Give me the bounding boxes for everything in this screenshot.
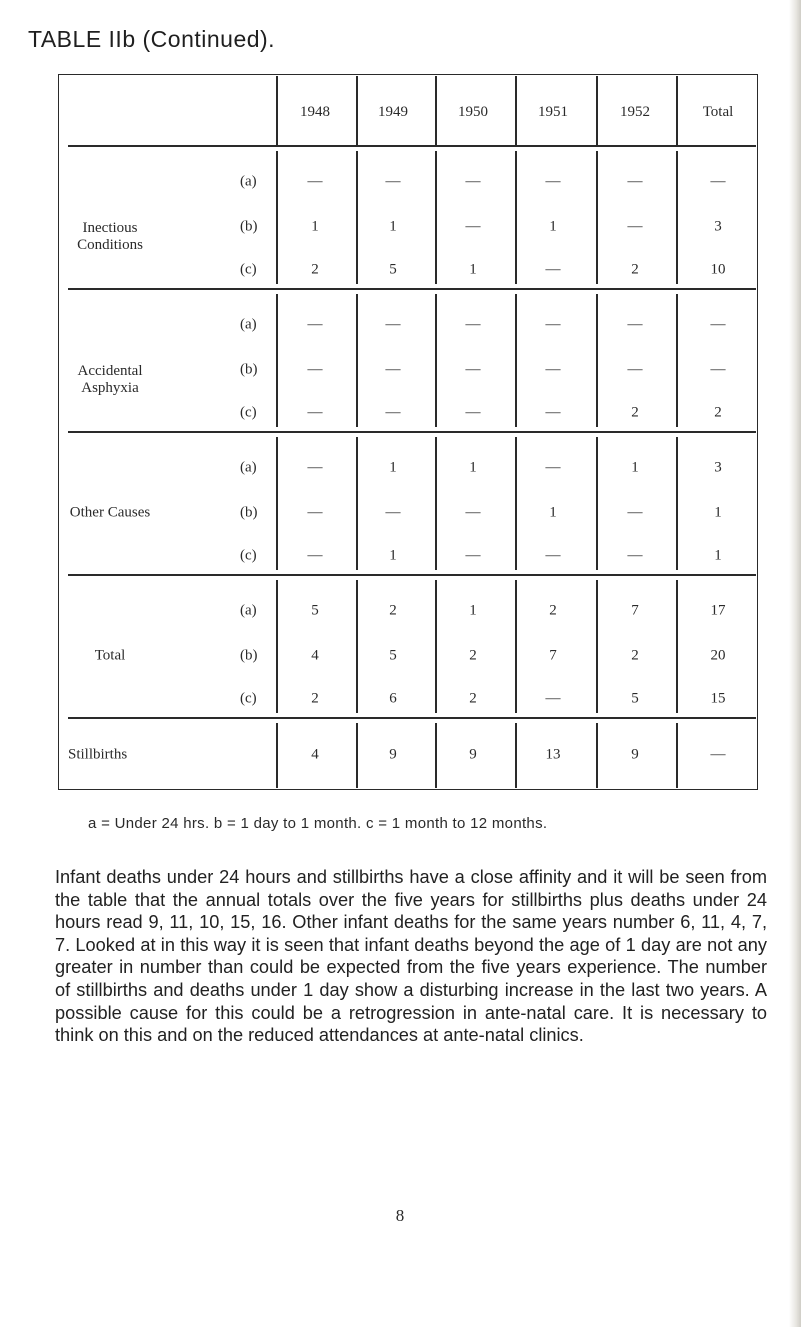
column-separator xyxy=(435,76,437,145)
table-cell: 1 xyxy=(631,459,639,476)
table-cell: 3 xyxy=(714,459,722,476)
table-cell: 1 xyxy=(389,547,397,564)
column-separator xyxy=(676,723,678,788)
table-cell: — xyxy=(545,690,561,707)
column-separator xyxy=(276,437,278,570)
table-cell: 1 xyxy=(469,459,477,476)
row-group-label-line: Total xyxy=(94,647,126,664)
column-header: 1950 xyxy=(458,104,488,120)
row-sublabel: (b) xyxy=(240,504,258,521)
table-cell: 2 xyxy=(714,404,722,421)
table-cell: 7 xyxy=(631,602,639,619)
column-header: 1952 xyxy=(620,104,650,120)
table-rule xyxy=(68,288,756,290)
column-separator xyxy=(515,580,517,713)
table-cell: — xyxy=(545,361,561,378)
column-separator xyxy=(596,151,598,284)
table-cell: — xyxy=(465,316,481,333)
row-sublabel: (b) xyxy=(240,647,258,664)
column-separator xyxy=(356,580,358,713)
table-cell: — xyxy=(710,361,726,378)
table-cell: 2 xyxy=(469,690,477,707)
row-sublabel: (c) xyxy=(240,404,257,421)
table-cell: 2 xyxy=(389,602,397,619)
table-cell: — xyxy=(545,316,561,333)
column-separator xyxy=(356,76,358,145)
table-cell: — xyxy=(307,361,323,378)
table-cell: — xyxy=(307,316,323,333)
row-sublabel: (a) xyxy=(240,602,257,619)
table-cell: — xyxy=(307,504,323,521)
table-cell: 2 xyxy=(469,647,477,664)
page-number: 8 xyxy=(395,1206,405,1225)
table-cell: 2 xyxy=(549,602,557,619)
table-cell: 1 xyxy=(469,602,477,619)
table-rule xyxy=(68,717,756,719)
row-sublabel: (c) xyxy=(240,547,257,564)
table-cell: 9 xyxy=(389,746,397,763)
column-separator xyxy=(435,580,437,713)
table-footnote: a = Under 24 hrs. b = 1 day to 1 month. c = 1 month to 12 months. xyxy=(88,815,548,832)
table-cell: 1 xyxy=(389,218,397,235)
table-cell: 4 xyxy=(311,746,319,763)
column-separator xyxy=(596,723,598,788)
row-group-label xyxy=(70,505,150,522)
row-group-label-line: Conditions xyxy=(77,237,143,253)
column-separator xyxy=(435,294,437,427)
table-cell: — xyxy=(545,261,561,278)
column-separator xyxy=(435,437,437,570)
table-cell: — xyxy=(627,547,643,564)
row-sublabel: (a) xyxy=(240,316,257,333)
table-cell: — xyxy=(307,547,323,564)
table-cell: — xyxy=(307,404,323,421)
table-cell: — xyxy=(465,173,481,190)
table-cell: — xyxy=(385,504,401,521)
table-cell: — xyxy=(465,547,481,564)
table-title: TABLE IIb (Continued). xyxy=(28,26,276,52)
column-separator xyxy=(676,151,678,284)
column-separator xyxy=(596,76,598,145)
table-cell: 9 xyxy=(469,746,477,763)
row-sublabel: (c) xyxy=(240,690,257,707)
column-separator xyxy=(676,580,678,713)
table-cell: — xyxy=(545,547,561,564)
column-separator xyxy=(356,151,358,284)
table-cell: — xyxy=(307,173,323,190)
column-separator xyxy=(276,294,278,427)
row-group-label-line: Inectious xyxy=(82,220,138,236)
table-cell: 5 xyxy=(311,602,319,619)
column-separator xyxy=(596,580,598,713)
column-separator xyxy=(276,723,278,788)
table-cell: 17 xyxy=(710,602,726,619)
table-cell: 1 xyxy=(714,547,722,564)
table-cell: 10 xyxy=(710,261,726,278)
column-separator xyxy=(676,76,678,145)
table-cell: 4 xyxy=(311,647,319,664)
table-cell: — xyxy=(710,316,726,333)
table-cell: 15 xyxy=(710,690,726,707)
table-cell: — xyxy=(465,504,481,521)
table-cell: 1 xyxy=(549,504,557,521)
table-cell: 2 xyxy=(631,404,639,421)
column-header: 1949 xyxy=(378,104,408,120)
table-rule xyxy=(68,431,756,433)
table-cell: 1 xyxy=(311,218,319,235)
table-cell: 20 xyxy=(710,647,726,664)
table-cell: — xyxy=(710,746,726,763)
table-cell: — xyxy=(465,404,481,421)
column-separator xyxy=(356,723,358,788)
table-rule xyxy=(68,145,756,147)
table-cell: 1 xyxy=(469,261,477,278)
body-paragraph: Infant deaths under 24 hours and stillbirths have a close affinity and it will be seen from the table that the annual totals over the five years for stillbirths plus deaths under 24 hours read 9, 11, 10, 15, 16. Other infant deaths for the same years number 6, 11, 4, 7, 7. Looked at in this way it is seen that infant deaths beyond the age of 1 day are not any greater in number than could be expected from the five years experience. The number of stillbirths and deaths under 1 day show a disturbing increase in the last two years. A possible cause for this could be a retrogression in ante-natal care. It is necessary to think on this and on the reduced attendances at ante-natal clinics. xyxy=(55,867,767,1046)
row-group-label-line: Asphyxia xyxy=(81,380,139,396)
row-group-label xyxy=(78,363,143,397)
column-separator xyxy=(515,294,517,427)
column-separator xyxy=(435,151,437,284)
column-header: 1951 xyxy=(538,104,568,120)
row-group-label xyxy=(95,648,126,665)
table-rule xyxy=(68,574,756,576)
table-cell: 2 xyxy=(631,647,639,664)
stillbirths-label: Stillbirths xyxy=(68,746,128,763)
page-edge-shadow xyxy=(789,0,801,1327)
table-cell: 7 xyxy=(549,647,557,664)
column-separator xyxy=(596,294,598,427)
table-cell: — xyxy=(545,173,561,190)
table-cell: 3 xyxy=(714,218,722,235)
table-cell: 2 xyxy=(311,261,319,278)
table-cell: — xyxy=(465,218,481,235)
column-separator xyxy=(276,580,278,713)
row-group-label xyxy=(77,220,143,254)
table-cell: — xyxy=(385,173,401,190)
table-cell: 1 xyxy=(389,459,397,476)
table-cell: — xyxy=(627,173,643,190)
table-cell: 1 xyxy=(549,218,557,235)
column-separator xyxy=(515,437,517,570)
table-cell: 5 xyxy=(389,261,397,278)
column-separator xyxy=(676,294,678,427)
table-cell: — xyxy=(545,459,561,476)
table-cell: — xyxy=(385,361,401,378)
column-separator xyxy=(515,76,517,145)
table-cell: — xyxy=(465,361,481,378)
table-cell: — xyxy=(627,316,643,333)
column-separator xyxy=(356,437,358,570)
column-separator xyxy=(435,723,437,788)
table-cell: — xyxy=(385,316,401,333)
column-header: Total xyxy=(702,104,734,120)
table-cell: 5 xyxy=(389,647,397,664)
column-separator xyxy=(276,151,278,284)
table-cell: — xyxy=(627,361,643,378)
row-sublabel: (a) xyxy=(240,459,257,476)
table-cell: 1 xyxy=(714,504,722,521)
row-sublabel: (a) xyxy=(240,173,257,190)
column-header: 1948 xyxy=(300,104,330,120)
column-separator xyxy=(596,437,598,570)
table-cell: 6 xyxy=(389,690,397,707)
column-separator xyxy=(356,294,358,427)
table-cell: 2 xyxy=(631,261,639,278)
table-cell: — xyxy=(627,504,643,521)
row-sublabel: (b) xyxy=(240,218,258,235)
table-cell: — xyxy=(545,404,561,421)
column-separator xyxy=(276,76,278,145)
table-cell: 13 xyxy=(545,746,561,763)
row-group-label-line: Other Causes xyxy=(69,504,151,521)
row-sublabel: (b) xyxy=(240,361,258,378)
column-separator xyxy=(515,151,517,284)
table-cell: 5 xyxy=(631,690,639,707)
table-cell: 9 xyxy=(631,746,639,763)
row-group-label-line: Accidental xyxy=(77,363,143,379)
column-separator xyxy=(515,723,517,788)
row-sublabel: (c) xyxy=(240,261,257,278)
column-separator xyxy=(676,437,678,570)
table-cell: — xyxy=(307,459,323,476)
table-cell: 2 xyxy=(311,690,319,707)
table-cell: — xyxy=(385,404,401,421)
table-cell: — xyxy=(627,218,643,235)
table-cell: — xyxy=(710,173,726,190)
